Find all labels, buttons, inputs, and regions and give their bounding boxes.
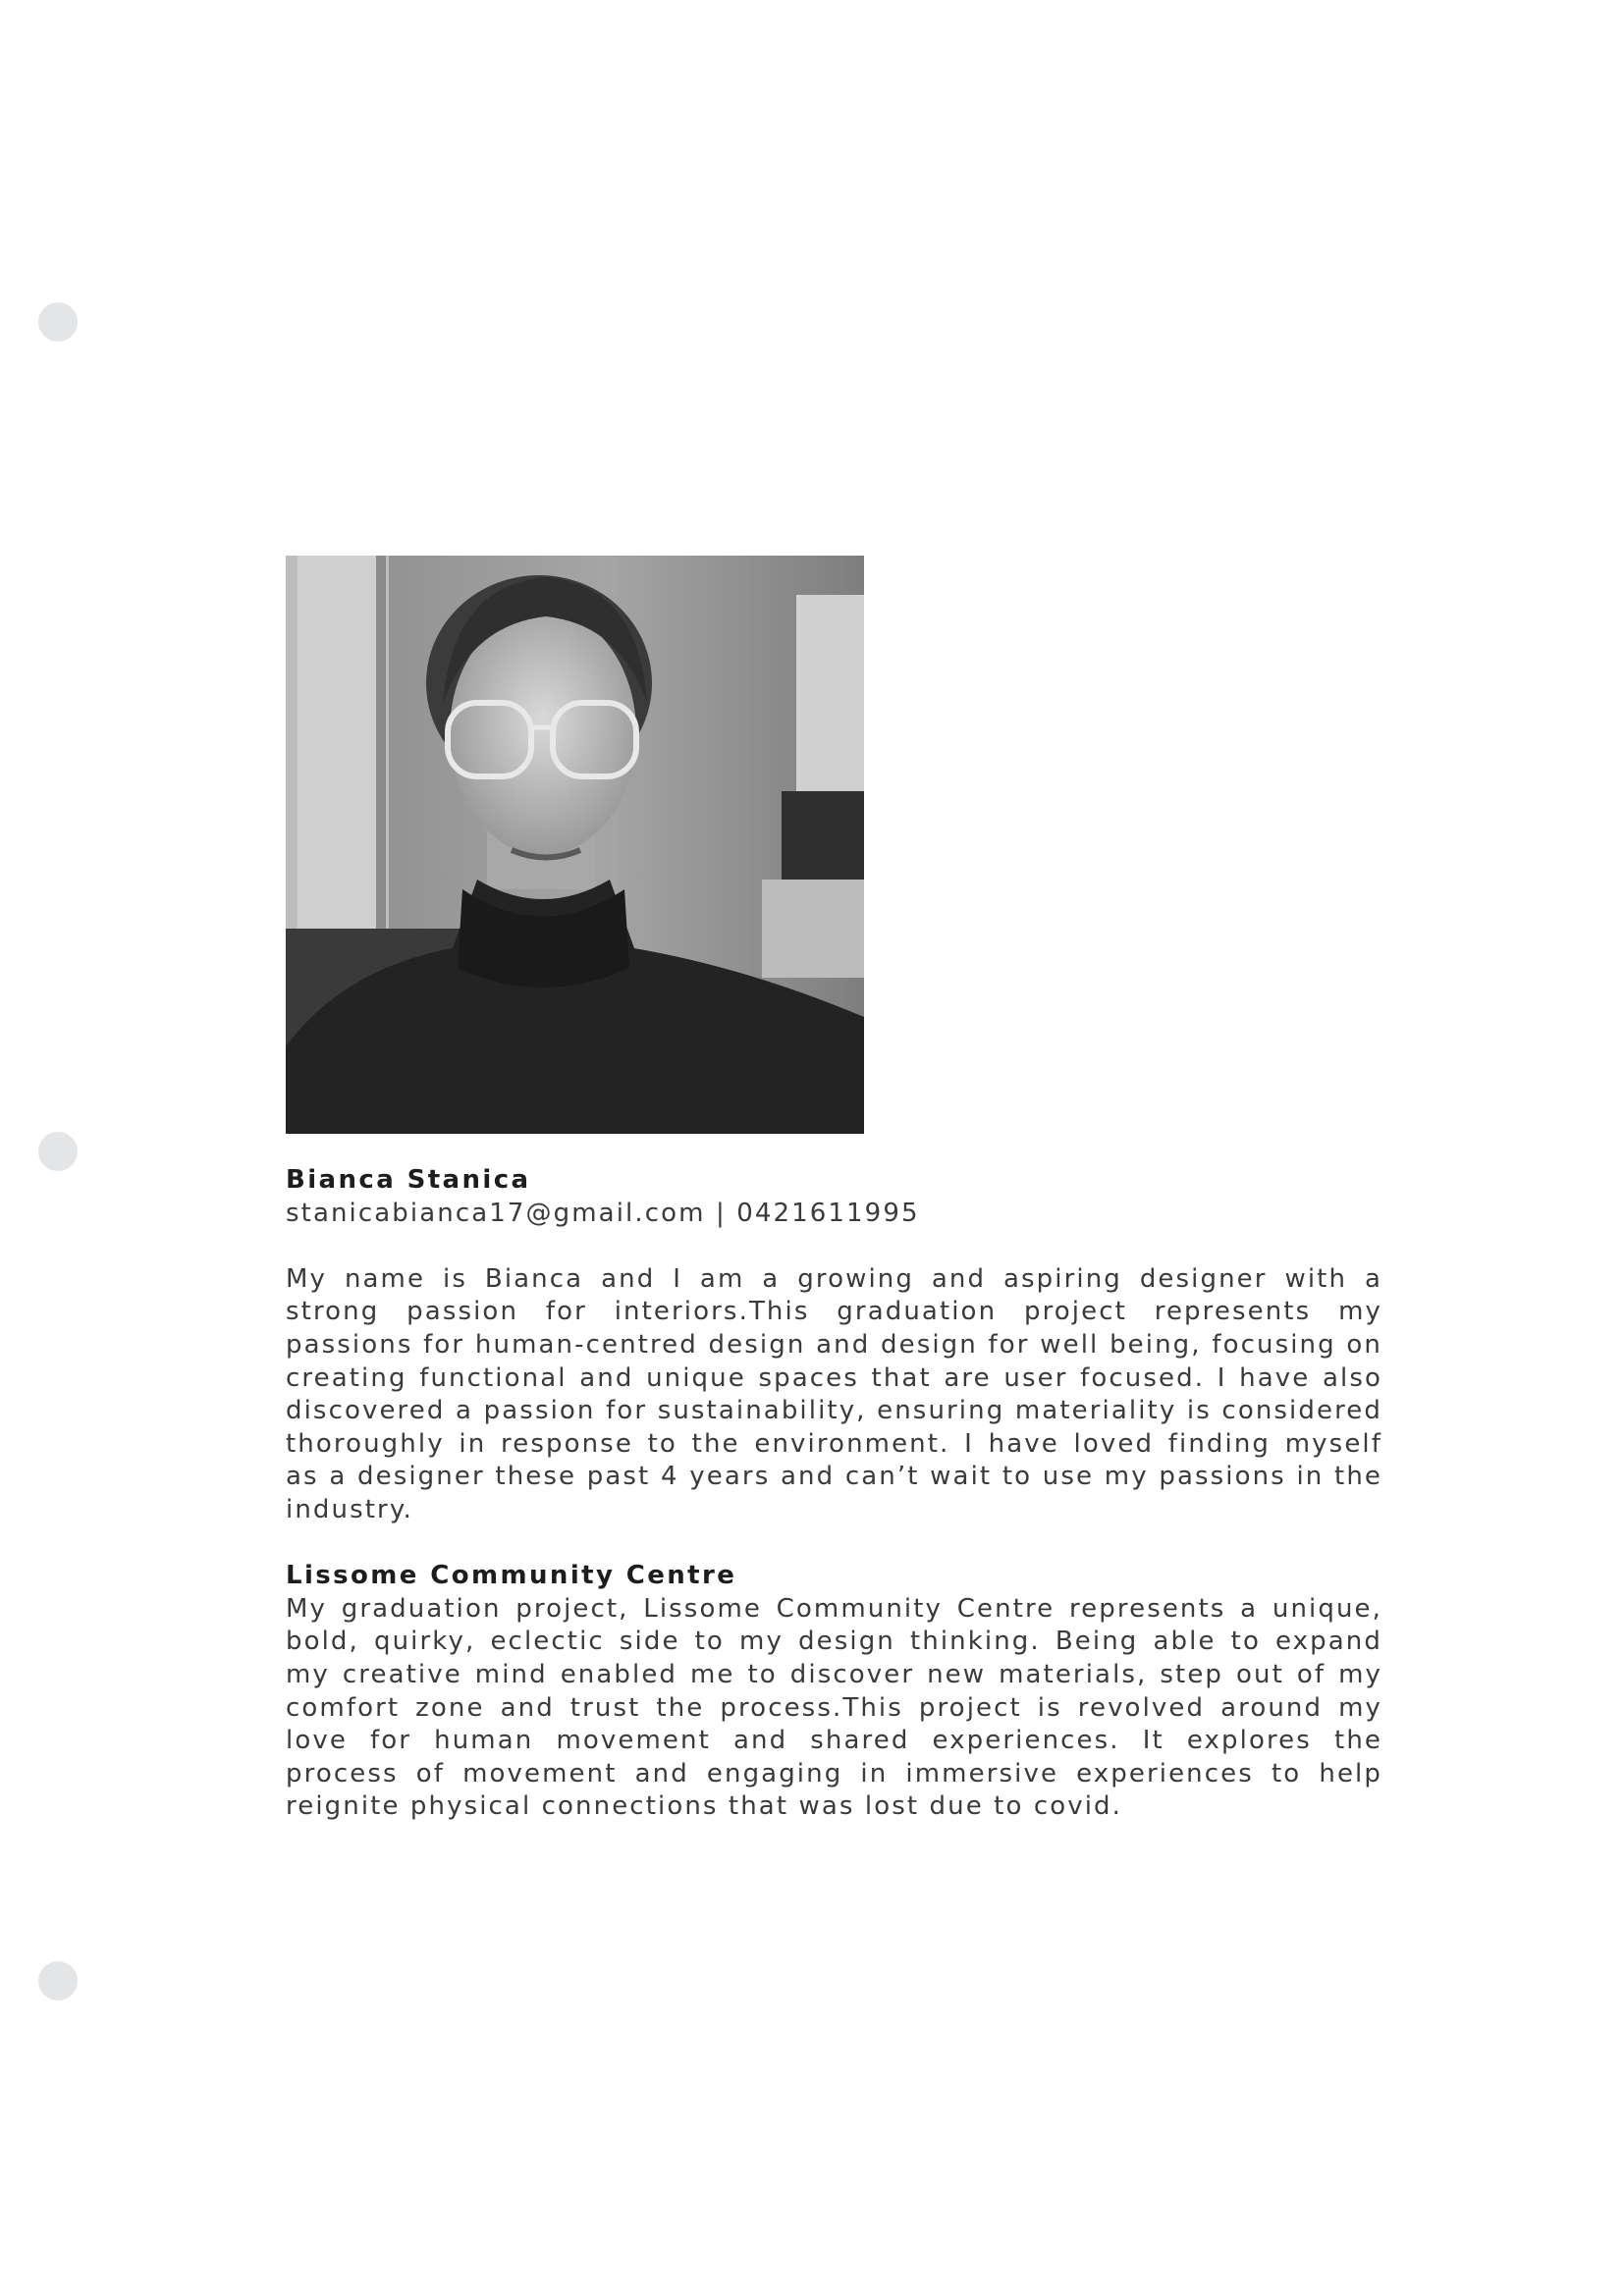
- profile-name: Bianca Stanica: [286, 1165, 531, 1195]
- project-description: My graduation project, Lissome Community Centre represents a unique, bold, quirky, eclectic side to my design thinking. Being able to expand my creative mind enabled me to discover new materials, step out of my comfort zone and trust the process.This project is revolved around my love for human movement and shared experiences. It explores the process of movement and engaging in immersive experiences to help reignite physical connections that was lost due to covid.: [286, 1593, 1382, 1822]
- phone-text: 0421611995: [736, 1198, 920, 1228]
- email-text: stanicabianca17@gmail.com: [286, 1198, 706, 1228]
- project-title: Lissome Community Centre: [286, 1561, 737, 1591]
- binder-hole: [38, 302, 78, 342]
- contact-separator: |: [715, 1198, 727, 1228]
- bio-paragraph: My name is Bianca and I am a growing and aspiring designer with a strong passion for interiors.This graduation project represents my passions for human-centred design and design for well being, focusing on creating functional and unique spaces that are user focused. I have also discovered a passion for sustainability, ensuring materiality is considered thoroughly in response to the environment. I have loved finding myself as a designer these past 4 years and can’t wait to use my passions in the industry.: [286, 1263, 1382, 1524]
- contact-line: [286, 1198, 1382, 1231]
- profile-content: [286, 1164, 1382, 1824]
- portrait-photo: [286, 556, 864, 1134]
- binder-hole: [38, 1132, 78, 1171]
- binder-hole: [38, 1961, 78, 2001]
